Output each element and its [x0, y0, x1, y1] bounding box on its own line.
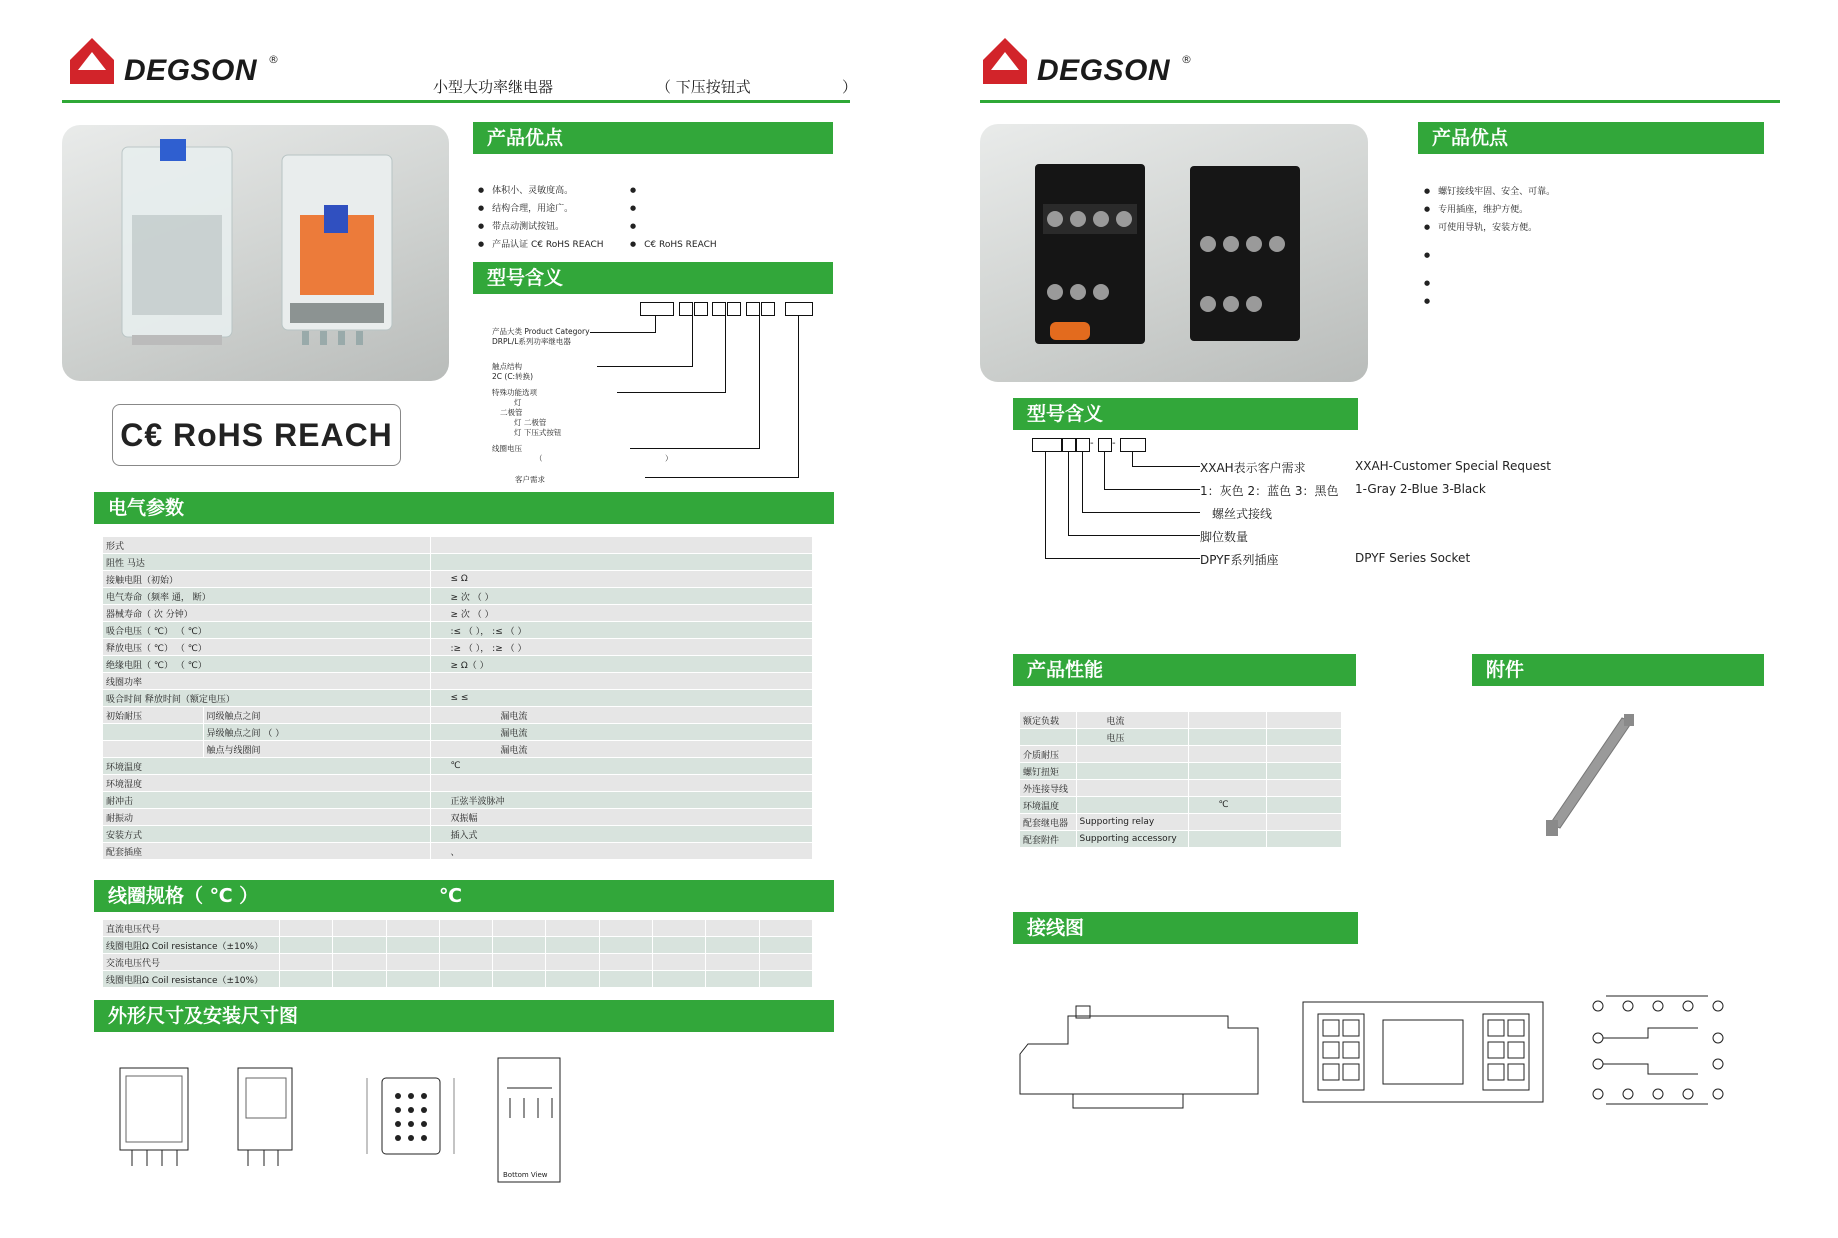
section-bar-model-meaning: 型号含义	[1013, 398, 1358, 430]
advantage-item: ● 螺钉接线牢固、安全、可靠。	[1424, 182, 1555, 200]
table-row	[103, 792, 813, 809]
code-box	[727, 302, 741, 316]
electrical-params-table	[103, 537, 813, 860]
perf-name: 环境温度	[1020, 797, 1076, 814]
model-label: 线圈电压	[492, 444, 522, 453]
table-row	[103, 758, 813, 775]
dimension-drawings	[112, 1048, 582, 1188]
model-item-en: DPYF Series Socket	[1355, 551, 1471, 565]
coil-cell	[493, 954, 546, 971]
coil-cell	[280, 954, 333, 971]
advantage-item	[1424, 292, 1555, 310]
socket-product-photo	[980, 124, 1368, 382]
param-name: 器械寿命（ 次 分钟）	[103, 605, 430, 622]
param-name: 线圈功率	[103, 673, 430, 690]
degson-logo-icon	[70, 38, 114, 84]
section-bar-electrical: 电气参数	[94, 492, 834, 524]
perf-sub: Supporting accessory	[1076, 831, 1188, 848]
code-box	[746, 302, 760, 316]
param-value: :≤ （ ）， :≤ （ ）	[430, 622, 813, 639]
advantage-item: ● 专用插座，维护方便。	[1424, 200, 1555, 218]
table-row	[103, 673, 813, 690]
degson-logo-icon	[983, 38, 1027, 84]
coil-cell	[546, 954, 599, 971]
coil-cell	[439, 954, 492, 971]
param-value: 漏电流	[430, 724, 813, 741]
param-subname: 异级触点之间 （ ）	[203, 724, 430, 741]
table-row	[1020, 763, 1342, 780]
socket-advantages-list	[1424, 182, 1555, 310]
perf-extra	[1266, 797, 1342, 814]
perf-extra	[1266, 746, 1342, 763]
coil-cell	[546, 920, 599, 937]
perf-sub	[1076, 763, 1188, 780]
perf-value	[1188, 780, 1266, 797]
section-bar-coil	[94, 880, 834, 912]
table-row	[103, 656, 813, 673]
coil-cell	[333, 971, 386, 988]
table-row	[103, 605, 813, 622]
table-row	[103, 588, 813, 605]
coil-cell	[759, 920, 812, 937]
table-row	[103, 707, 813, 724]
perf-extra	[1266, 763, 1342, 780]
table-row	[103, 622, 813, 639]
param-name: 环境湿度	[103, 775, 430, 792]
param-value: :≥ （ ）， :≥ （ ）	[430, 639, 813, 656]
code-box	[1062, 438, 1076, 452]
coil-cell	[599, 954, 652, 971]
coil-cell	[333, 954, 386, 971]
advantage-item: ● 体积小、灵敏度高。	[478, 181, 604, 199]
coil-cell	[386, 937, 439, 954]
perf-value	[1188, 831, 1266, 848]
param-name: 阻性 马达	[103, 554, 430, 571]
table-row	[103, 826, 813, 843]
section-bar-model-meaning: 型号含义	[473, 262, 833, 294]
certification-badge: C€ RoHS REACH	[112, 404, 401, 466]
coil-cell	[493, 971, 546, 988]
param-name: 电气寿命（频率 通， 断）	[103, 588, 430, 605]
param-value: ≥ 次 （ ）	[430, 605, 813, 622]
coil-title: 线圈规格（ ℃ ）	[108, 885, 259, 907]
coil-row-label: 直流电压代号	[103, 920, 280, 937]
model-item-en: 1-Gray 2-Blue 3-Black	[1355, 482, 1486, 496]
table-row	[103, 843, 813, 860]
perf-name: 螺钉扭矩	[1020, 763, 1076, 780]
param-value: ≤ ≤	[430, 690, 813, 707]
model-label: 特殊功能选项	[492, 388, 537, 397]
table-row	[103, 724, 813, 741]
perf-name: 额定负载	[1020, 712, 1076, 729]
socket-illustration	[980, 124, 1368, 382]
brand-logo-text: DEGSON	[1037, 54, 1171, 87]
wiring-drawings	[1008, 994, 1748, 1110]
coil-title-unit: ℃	[439, 885, 463, 907]
coil-cell	[759, 954, 812, 971]
model-label: DRPL/L系列功率继电器	[492, 337, 571, 346]
param-name: 释放电压（ ℃） （ ℃）	[103, 639, 430, 656]
param-name	[103, 741, 203, 758]
model-label: 触点结构	[492, 362, 522, 371]
model-item-cn: XXAH表示客户需求	[1200, 461, 1306, 475]
page-title-paren: （ 下压按钮式	[656, 78, 751, 96]
param-name: 环境温度	[103, 758, 430, 775]
table-row	[103, 920, 813, 937]
section-bar-wiring: 接线图	[1013, 912, 1358, 944]
perf-extra	[1266, 729, 1342, 746]
table-row	[103, 639, 813, 656]
param-subname: 同级触点之间	[203, 707, 430, 724]
code-box	[785, 302, 813, 316]
coil-cell	[599, 920, 652, 937]
advantage-item-en	[630, 217, 717, 235]
perf-name: 介质耐压	[1020, 746, 1076, 763]
table-row	[1020, 746, 1342, 763]
coil-cell	[333, 920, 386, 937]
coil-cell	[333, 937, 386, 954]
model-label: 客户需求	[515, 475, 545, 484]
model-label: 2C (C:转换)	[492, 372, 534, 381]
coil-cell	[599, 971, 652, 988]
registered-mark: ®	[268, 53, 279, 66]
coil-cell	[280, 937, 333, 954]
perf-name: 外连接导线	[1020, 780, 1076, 797]
advantage-item-en	[630, 181, 717, 199]
advantage-item-en: ● C€ RoHS REACH	[630, 235, 717, 253]
coil-cell	[653, 920, 706, 937]
table-row	[103, 690, 813, 707]
param-name: 绝缘电阻（ ℃） （ ℃）	[103, 656, 430, 673]
advantages-list-en	[630, 181, 717, 253]
coil-cell	[546, 937, 599, 954]
param-value: ≥ Ω（ ）	[430, 656, 813, 673]
advantages-list	[478, 181, 604, 253]
code-box	[761, 302, 775, 316]
coil-cell	[386, 920, 439, 937]
perf-sub: Supporting relay	[1076, 814, 1188, 831]
coil-cell	[439, 971, 492, 988]
coil-cell	[653, 937, 706, 954]
model-item-en: XXAH-Customer Special Request	[1355, 459, 1551, 473]
param-name	[103, 724, 203, 741]
param-value: 漏电流	[430, 741, 813, 758]
relay-illustration	[62, 125, 449, 381]
param-value: 插入式	[430, 826, 813, 843]
section-bar-accessory: 附件	[1472, 654, 1764, 686]
param-name: 耐冲击	[103, 792, 430, 809]
bottom-view-label: Bottom View	[503, 1171, 548, 1179]
param-name: 吸合时间 释放时间（额定电压）	[103, 690, 430, 707]
model-label: （	[535, 454, 543, 463]
coil-cell	[439, 937, 492, 954]
model-label: 二极管	[500, 408, 523, 417]
section-bar-advantages: 产品优点	[1418, 122, 1764, 154]
code-box	[1098, 438, 1112, 452]
param-name: 安装方式	[103, 826, 430, 843]
advantage-item	[1424, 274, 1555, 292]
section-bar-advantages: 产品优点	[473, 122, 833, 154]
perf-sub	[1076, 797, 1188, 814]
table-row	[103, 954, 813, 971]
model-label: 灯 二极管	[514, 418, 547, 427]
perf-value	[1188, 746, 1266, 763]
page-title-paren-close: ）	[842, 78, 858, 96]
perf-extra	[1266, 831, 1342, 848]
model-item-cn: DPYF系列插座	[1200, 553, 1279, 567]
param-name: 吸合电压（ ℃） （ ℃）	[103, 622, 430, 639]
advantage-item: ● 带点动测试按钮。	[478, 217, 604, 235]
coil-cell	[759, 971, 812, 988]
param-value: 、	[430, 843, 813, 860]
header-rule	[980, 100, 1780, 103]
coil-spec-table	[103, 920, 813, 988]
table-row	[1020, 831, 1342, 848]
perf-extra	[1266, 712, 1342, 729]
param-value: ℃	[430, 758, 813, 775]
table-row	[1020, 814, 1342, 831]
table-row	[1020, 780, 1342, 797]
jumper-bar-accessory-icon	[1520, 710, 1660, 846]
coil-cell	[386, 971, 439, 988]
table-row	[103, 537, 813, 554]
perf-value	[1188, 729, 1266, 746]
coil-cell	[546, 971, 599, 988]
perf-name	[1020, 729, 1076, 746]
model-label: 灯	[514, 398, 522, 407]
param-value	[430, 554, 813, 571]
table-row	[103, 741, 813, 758]
param-value: 正弦半波脉冲	[430, 792, 813, 809]
coil-cell	[280, 920, 333, 937]
coil-cell	[653, 971, 706, 988]
table-row	[103, 937, 813, 954]
perf-sub	[1076, 780, 1188, 797]
param-value: 漏电流	[430, 707, 813, 724]
table-row	[103, 971, 813, 988]
param-value: 双振幅	[430, 809, 813, 826]
section-bar-dimensions: 外形尺寸及安装尺寸图	[94, 1000, 834, 1032]
perf-value	[1188, 763, 1266, 780]
perf-name: 配套附件	[1020, 831, 1076, 848]
section-bar-performance: 产品性能	[1013, 654, 1356, 686]
model-label: 产品大类 Product Category	[492, 327, 590, 336]
table-row	[103, 554, 813, 571]
coil-cell	[706, 937, 759, 954]
code-box	[1120, 438, 1146, 452]
model-label: 灯 下压式按钮	[514, 428, 562, 437]
coil-cell	[493, 937, 546, 954]
code-box	[679, 302, 693, 316]
param-name: 耐振动	[103, 809, 430, 826]
header-rule	[62, 100, 850, 103]
coil-cell	[599, 937, 652, 954]
coil-row-label: 线圈电阻Ω Coil resistance（±10%）	[103, 971, 280, 988]
advantage-item: ● 产品认证 C€ RoHS REACH	[478, 235, 604, 253]
param-name: 配套插座	[103, 843, 430, 860]
param-value	[430, 537, 813, 554]
model-item-cn: 脚位数量	[1200, 530, 1249, 544]
perf-value	[1188, 712, 1266, 729]
perf-sub: 电流	[1076, 712, 1188, 729]
table-row	[103, 809, 813, 826]
code-box	[1032, 438, 1062, 452]
perf-extra	[1266, 814, 1342, 831]
relay-product-photo	[62, 125, 449, 381]
advantage-item	[1424, 246, 1555, 264]
code-box	[640, 302, 674, 316]
brand-logo-text: DEGSON	[124, 54, 258, 87]
table-row	[1020, 712, 1342, 729]
model-item-cn: 螺丝式接线	[1212, 507, 1273, 521]
coil-cell	[653, 954, 706, 971]
coil-cell	[439, 920, 492, 937]
param-name: 形式	[103, 537, 430, 554]
param-name: 接触电阻（初始）	[103, 571, 430, 588]
code-box	[712, 302, 726, 316]
registered-mark: ®	[1181, 53, 1192, 66]
performance-table	[1020, 712, 1342, 848]
model-item-cn: 1：灰色 2：蓝色 3：黑色	[1200, 484, 1339, 498]
coil-cell	[280, 971, 333, 988]
param-name: 初始耐压	[103, 707, 203, 724]
coil-cell	[706, 954, 759, 971]
perf-value	[1188, 814, 1266, 831]
perf-sub: 电压	[1076, 729, 1188, 746]
coil-cell	[706, 920, 759, 937]
model-label: ）	[665, 454, 673, 463]
table-row	[1020, 797, 1342, 814]
coil-cell	[706, 971, 759, 988]
perf-sub	[1076, 746, 1188, 763]
param-value	[430, 775, 813, 792]
table-row	[103, 571, 813, 588]
perf-extra	[1266, 780, 1342, 797]
param-value: ≤ Ω	[430, 571, 813, 588]
param-value	[430, 673, 813, 690]
coil-cell	[759, 937, 812, 954]
page-title: 小型大功率继电器	[433, 78, 554, 96]
coil-row-label: 线圈电阻Ω Coil resistance（±10%）	[103, 937, 280, 954]
advantage-item: ● 结构合理，用途广。	[478, 199, 604, 217]
code-box	[1076, 438, 1090, 452]
coil-cell	[493, 920, 546, 937]
advantage-item: ● 可使用导轨，安装方便。	[1424, 218, 1555, 236]
param-value: ≥ 次 （ ）	[430, 588, 813, 605]
perf-name: 配套继电器	[1020, 814, 1076, 831]
advantage-item-en	[630, 199, 717, 217]
perf-value: ℃	[1188, 797, 1266, 814]
table-row	[1020, 729, 1342, 746]
param-subname: 触点与线圈间	[203, 741, 430, 758]
coil-cell	[386, 954, 439, 971]
code-box	[694, 302, 708, 316]
table-row	[103, 775, 813, 792]
coil-row-label: 交流电压代号	[103, 954, 280, 971]
